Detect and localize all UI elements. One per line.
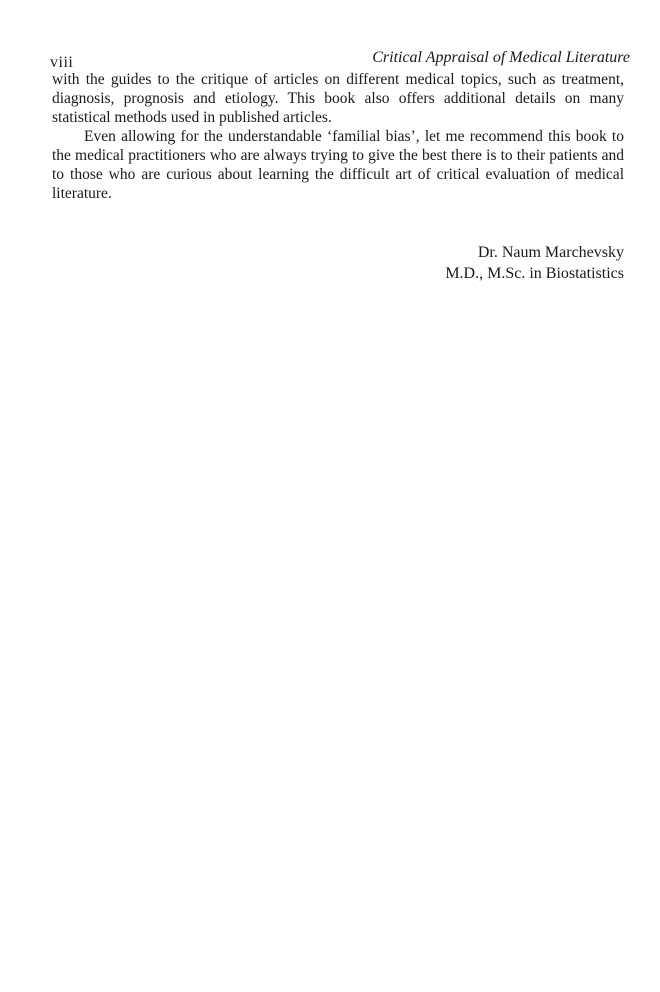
signature-block [445,242,624,284]
page-number: viii [50,54,74,71]
paragraph-continued: with the guides to the critique of articles on different medical topics, such as treatment, diagnosis, prognosis and etiology. This book also offers additional details on many statistical methods used in published articles. [52,71,624,126]
running-title: Critical Appraisal of Medical Literature [372,49,630,66]
body-text [52,70,624,203]
paragraph-recommendation: Even allowing for the understandable ‘familial bias’, let me recommend this book to the medical practitioners who are always trying to give the best there is to their patients and to those who are curious about learning the difficult art of critical evaluation of medical literature. [52,128,624,202]
signature-name: Dr. Naum Marchevsky [477,244,624,261]
signature-credentials: M.D., M.Sc. in Biostatistics [445,265,624,282]
